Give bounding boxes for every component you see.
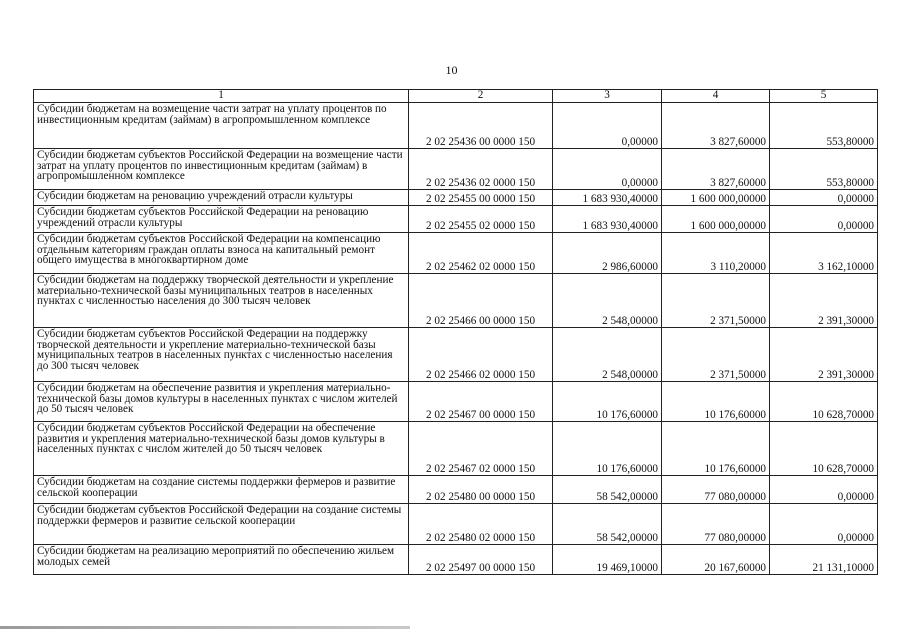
row-value-col3: 0,00000	[553, 103, 662, 149]
row-value-col3: 2 548,00000	[553, 274, 662, 328]
row-value-col4: 2 371,50000	[662, 274, 770, 328]
row-value-col4: 77 080,00000	[662, 476, 770, 504]
row-description: Субсидии бюджетам субъектов Российской Федерации на поддержку творческой деятельности и укрепление материально-технической базы муниципальных театров в населенных пунктах с численностью населения до 300 тысяч человек	[34, 328, 409, 382]
row-value-col3: 2 548,00000	[553, 328, 662, 382]
row-description: Субсидии бюджетам на обеспечение развития и укрепления материально-технической базы домов культуры в населенных пунктах с числом жителей до 50 тысяч человек	[34, 382, 409, 422]
row-budget-code: 2 02 25497 00 0000 150	[409, 545, 553, 575]
row-value-col5: 553,80000	[770, 149, 878, 190]
row-value-col3: 1 683 930,40000	[553, 190, 662, 206]
budget-table	[33, 89, 878, 575]
row-description: Субсидии бюджетам субъектов Российской Федерации на обеспечение развития и укрепления материально-технической базы домов культуры в населенных пунктах с числом жителей до 50 тысяч человек	[34, 422, 409, 476]
table-row	[34, 206, 878, 233]
table-row	[34, 476, 878, 504]
table-row	[34, 545, 878, 575]
row-budget-code: 2 02 25466 00 0000 150	[409, 274, 553, 328]
row-value-col5: 0,00000	[770, 504, 878, 545]
row-value-col5: 10 628,70000	[770, 382, 878, 422]
row-value-col3: 58 542,00000	[553, 476, 662, 504]
row-budget-code: 2 02 25467 02 0000 150	[409, 422, 553, 476]
column-header: 4	[662, 90, 770, 103]
row-value-col5: 0,00000	[770, 190, 878, 206]
row-value-col3: 58 542,00000	[553, 504, 662, 545]
table-header-row	[34, 90, 878, 103]
row-description: Субсидии бюджетам субъектов Российской Федерации на реновацию учреждений отрасли культуры	[34, 206, 409, 233]
row-value-col5: 553,80000	[770, 103, 878, 149]
row-description: Субсидии бюджетам на реновацию учреждений отрасли культуры	[34, 190, 409, 206]
row-value-col3: 1 683 930,40000	[553, 206, 662, 233]
row-value-col4: 1 600 000,00000	[662, 190, 770, 206]
row-value-col4: 10 176,60000	[662, 422, 770, 476]
row-description: Субсидии бюджетам на реализацию мероприятий по обеспечению жильем молодых семей	[34, 545, 409, 575]
table-row	[34, 274, 878, 328]
row-value-col5: 10 628,70000	[770, 422, 878, 476]
row-value-col4: 3 827,60000	[662, 103, 770, 149]
table-row	[34, 504, 878, 545]
row-description: Субсидии бюджетам субъектов Российской Федерации на создание системы поддержки фермеров и развитие сельской кооперации	[34, 504, 409, 545]
row-description: Субсидии бюджетам субъектов Российской Федерации на компенсацию отдельным категориям граждан оплаты взноса на капитальный ремонт общего имущества в многоквартирном доме	[34, 233, 409, 274]
row-budget-code: 2 02 25480 02 0000 150	[409, 504, 553, 545]
row-value-col3: 10 176,60000	[553, 382, 662, 422]
row-value-col3: 10 176,60000	[553, 422, 662, 476]
row-budget-code: 2 02 25455 00 0000 150	[409, 190, 553, 206]
row-value-col3: 0,00000	[553, 149, 662, 190]
row-value-col4: 3 110,20000	[662, 233, 770, 274]
row-budget-code: 2 02 25436 00 0000 150	[409, 103, 553, 149]
row-value-col3: 19 469,10000	[553, 545, 662, 575]
table-row	[34, 422, 878, 476]
row-budget-code: 2 02 25436 02 0000 150	[409, 149, 553, 190]
row-description: Субсидии бюджетам на возмещение части затрат на уплату процентов по инвестиционным кредитам (займам) в агропромышленном комплексе	[34, 103, 409, 149]
table-row	[34, 233, 878, 274]
row-value-col4: 2 371,50000	[662, 328, 770, 382]
column-header: 5	[770, 90, 878, 103]
row-budget-code: 2 02 25466 02 0000 150	[409, 328, 553, 382]
row-budget-code: 2 02 25467 00 0000 150	[409, 382, 553, 422]
row-description: Субсидии бюджетам субъектов Российской Федерации на возмещение части затрат на уплату процентов по инвестиционным кредитам (займам) в агропромышленном комплексе	[34, 149, 409, 190]
row-description: Субсидии бюджетам на поддержку творческой деятельности и укрепление материально-технической базы муниципальных театров в населенных пунктах с численностью населения до 300 тысяч человек	[34, 274, 409, 328]
row-budget-code: 2 02 25455 02 0000 150	[409, 206, 553, 233]
row-value-col5: 3 162,10000	[770, 233, 878, 274]
scan-edge-shadow	[0, 626, 410, 629]
row-value-col4: 77 080,00000	[662, 504, 770, 545]
table-row	[34, 103, 878, 149]
row-description: Субсидии бюджетам на создание системы поддержки фермеров и развитие сельской кооперации	[34, 476, 409, 504]
table-row	[34, 382, 878, 422]
row-value-col5: 0,00000	[770, 476, 878, 504]
table-row	[34, 149, 878, 190]
table-row	[34, 190, 878, 206]
row-value-col5: 2 391,30000	[770, 274, 878, 328]
row-budget-code: 2 02 25480 00 0000 150	[409, 476, 553, 504]
table-row	[34, 328, 878, 382]
row-value-col5: 21 131,10000	[770, 545, 878, 575]
row-value-col4: 20 167,60000	[662, 545, 770, 575]
column-header: 2	[409, 90, 553, 103]
row-value-col4: 10 176,60000	[662, 382, 770, 422]
row-value-col4: 3 827,60000	[662, 149, 770, 190]
column-header: 1	[34, 90, 409, 103]
row-value-col5: 0,00000	[770, 206, 878, 233]
row-value-col5: 2 391,30000	[770, 328, 878, 382]
row-value-col4: 1 600 000,00000	[662, 206, 770, 233]
page-number: 10	[445, 63, 458, 77]
row-value-col3: 2 986,60000	[553, 233, 662, 274]
column-header: 3	[553, 90, 662, 103]
row-budget-code: 2 02 25462 02 0000 150	[409, 233, 553, 274]
